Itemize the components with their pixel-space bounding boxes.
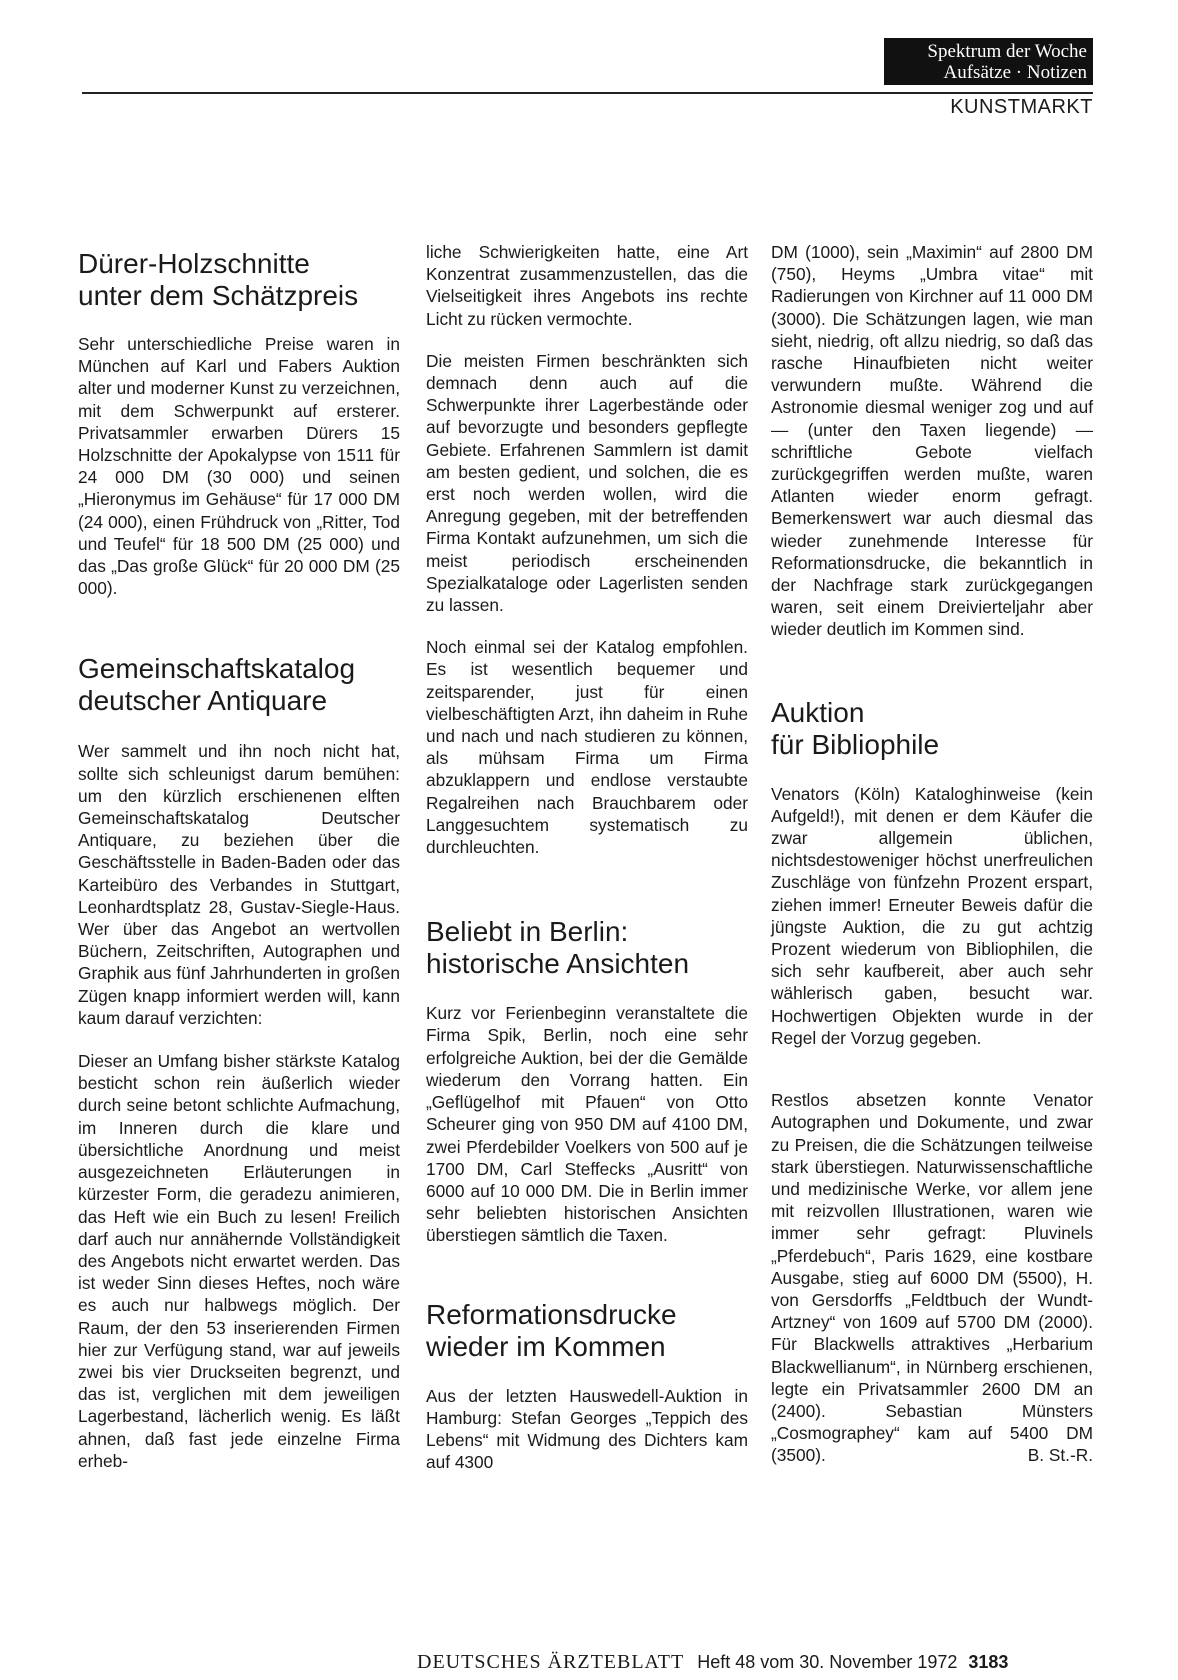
issue-info: Heft 48 vom 30. November 1972 <box>697 1652 958 1672</box>
title-line: historische Ansichten <box>426 948 690 980</box>
title-line: Reformationsdrucke <box>426 1298 677 1330</box>
title-line: Auktion <box>771 696 865 728</box>
badge-line-2: Aufsätze · Notizen <box>943 62 1087 83</box>
article-title-berlin <box>426 916 748 980</box>
author-signature: B. St.-R. <box>1027 1445 1093 1466</box>
paragraph: Venators (Köln) Kataloghinweise (kein Aufgeld!), mit denen er dem Käufer die zwar allgemein üblichen, nichtsdestoweniger höchst unerfreulichen Zuschläge von fünfzehn Prozent erspart, ziehen immer! Erneuter Beweis dafür die jüngste Auktion, die zu gut achtzig Prozent wiederum von Bibliophilen, die sich sehr kaufbereit, aber auch sehr wählerisch gaben, besucht war. Hochwertigen Objekten wurde in der Regel der Vorzug gegeben. <box>771 783 1093 1048</box>
header-rule <box>82 92 1093 94</box>
column-1 <box>78 248 400 1472</box>
article-title-bibliophile <box>771 697 1093 761</box>
title-line: wieder im Kommen <box>426 1330 666 1362</box>
article-title-duerer <box>78 248 400 312</box>
paragraph: Die meisten Firmen beschränkten sich demnach denn auch auf die Schwerpunkte ihrer Lagerbestände oder auf bevorzugte und besonders gepflegte Gebiete. Erfahrenen Sammlern ist damit am besten gedient, und solchen, die es erst noch werden wollen, wird die Anregung gegeben, mit der betreffenden Firma Kontakt aufzunehmen, um sich die meist periodisch erscheinenden Spezialkataloge oder Lagerlisten senden zu lassen. <box>426 350 748 616</box>
article-title-katalog <box>78 653 400 717</box>
article-title-reformation <box>426 1299 748 1363</box>
column-2 <box>426 242 748 1473</box>
title-line: für Bibliophile <box>771 728 940 760</box>
section-badge <box>884 38 1093 85</box>
page-number: 3183 <box>968 1652 1009 1672</box>
title-line: unter dem Schätzpreis <box>78 280 359 311</box>
paragraph: Aus der letzten Hauswedell-Auktion in Hamburg: Stefan Georges „Teppich des Lebens“ mit Widmung des Dichters kam auf 4300 <box>426 1385 748 1473</box>
badge-line-1: Spektrum der Woche <box>927 41 1087 62</box>
column-3 <box>771 242 1093 1467</box>
paragraph: Kurz vor Ferienbeginn veranstaltete die Firma Spik, Berlin, noch eine sehr erfolgreiche Auktion, bei der die Gemälde wiederum den Vorrang hatten. Ein „Geflügelhof mit Pfauen“ von Otto Scheurer ging von 950 DM auf 4100 DM, zwei Pferdebilder Voelkers von 500 auf je 1700 DM, Carl Steffecks „Ausritt“ von 6000 auf 10 000 DM. Die in Berlin immer sehr beliebten historischen Ansichten überstiegen sämtlich die Taxen. <box>426 1003 748 1246</box>
journal-name: DEUTSCHES ÄRZTEBLATT <box>417 1651 685 1673</box>
paragraph: Wer sammelt und ihn noch nicht hat, sollte sich schleunigst darum bemühen: um den kürzlich erschienenen elften Gemeinschaftskatalog Deutscher Antiquare, zu beziehen über die Geschäftsstelle in Baden-Baden oder das Karteibüro des Verbandes in Stuttgart, Leonhardtsplatz 28, Gustav-Siegle-Haus. Wer über das Angebot an wertvollen Büchern, Zeitschriften, Autographen und Graphik aus fünf Jahrhunderten in großen Zügen knapp informiert werden will, kann kaum darauf verzichten: <box>78 741 400 1028</box>
page-footer <box>417 1651 1008 1674</box>
title-line: Gemeinschaftskatalog <box>78 653 356 685</box>
title-line: Dürer-Holzschnitte <box>78 248 310 279</box>
title-line: Beliebt in Berlin: <box>426 916 629 948</box>
section-label: KUNSTMARKT <box>950 96 1093 118</box>
paragraph: Sehr unterschiedliche Preise waren in München auf Karl und Fabers Auktion alter und moderner Kunst zu verzeichnen, mit dem Schwerpunkt auf ersterer. Privatsammler erwarben Dürers 15 Holzschnitte der Apokalypse von 1511 für 24 000 DM (30 000) und seinen „Hieronymus im Gehäuse“ für 17 000 DM (24 000), einen Frühdruck von „Ritter, Tod und Teufel“ für 18 500 DM (25 000) und das „Das große Glück“ für 20 000 DM (25 000). <box>78 334 400 599</box>
paragraph-text: Restlos absetzen konnte Venator Autographen und Dokumente, und zwar zu Preisen, die die Schätzungen teilweise stark überstiegen. Naturwissenschaftliche und medizinische Werke, vor allem jene mit reizvollen Illustrationen, waren wie immer sehr gefragt: Pluvinels „Pferdebuch“, Paris 1629, eine kostbare Ausgabe, stieg auf 6000 DM (5500), H. von Gersdorffs „Feldtbuch der Wundt-Artzney“ von 1609 auf 5700 DM (2000). Für Blackwells attraktives „Herbarium Blackwellianum“, in Nürnberg erschienen, legte ein Privatsammler 2600 DM an (2400). Sebastian Münsters „Cosmographey“ kam auf 5400 DM (3500). <box>771 1090 1093 1466</box>
paragraph <box>771 1089 1093 1466</box>
paragraph: Noch einmal sei der Katalog empfohlen. Es ist wesentlich bequemer und zeitsparender, just für einen vielbeschäftigten Arzt, ihn daheim in Ruhe und nach und nach studieren zu können, als mühsam Firma um Firma abzuklappern und endlose verstaubte Regalreihen nach Brauchbarem oder Langgesuchtem systematisch zu durchleuchten. <box>426 637 748 858</box>
paragraph: Dieser an Umfang bisher stärkste Katalog besticht schon rein äußerlich wieder durch seine betont schlichte Aufmachung, im Inneren durch die klare und übersichtliche Anordnung und meist ausgezeichneten Erläuterungen in kürzester Form, die geradezu animieren, das Heft wie ein Buch zu lesen! Freilich darf auch nur annähernde Vollständigkeit des Angebots nicht erwartet werden. Das ist weder Sinn dieses Heftes, noch wäre es auch nur halbwegs möglich. Der Raum, der den 53 inserierenden Firmen hier zur Verfügung stand, war auf jeweils zwei bis vier Druckseiten begrenzt, und das ist, verglichen mit dem jeweiligen Lagerbestand, lächerlich wenig. Es läßt ahnen, daß fast jede einzelne Firma erheb- <box>78 1051 400 1471</box>
title-line: deutscher Antiquare <box>78 685 328 717</box>
paragraph: liche Schwierigkeiten hatte, eine Art Konzentrat zusammenzustellen, das die Vielseitigkeit ihres Angebots ins rechte Licht zu rücken vermochte. <box>426 242 748 329</box>
paragraph: DM (1000), sein „Maximin“ auf 2800 DM (750), Heyms „Umbra vitae“ mit Radierungen von Kirchner auf 11 000 DM (3000). Die Schätzungen lagen, wie man sieht, niedrig, oft allzu niedrig, so daß das rasche Hinaufbieten nicht weiter verwundern mußte. Während die Astronomie diesmal weniger zog und auf — (unter den Taxen liegende) — schriftliche Gebote vielfach zurückgegriffen werden mußte, waren Atlanten wieder enorm gefragt. Bemerkenswert war auch diesmal das wieder zunehmende Interesse für Reformationsdrucke, die bekanntlich in der Nachfrage stark zurückgegangen waren, seit einem Dreivierteljahr aber wieder deutlich im Kommen sind. <box>771 242 1093 640</box>
